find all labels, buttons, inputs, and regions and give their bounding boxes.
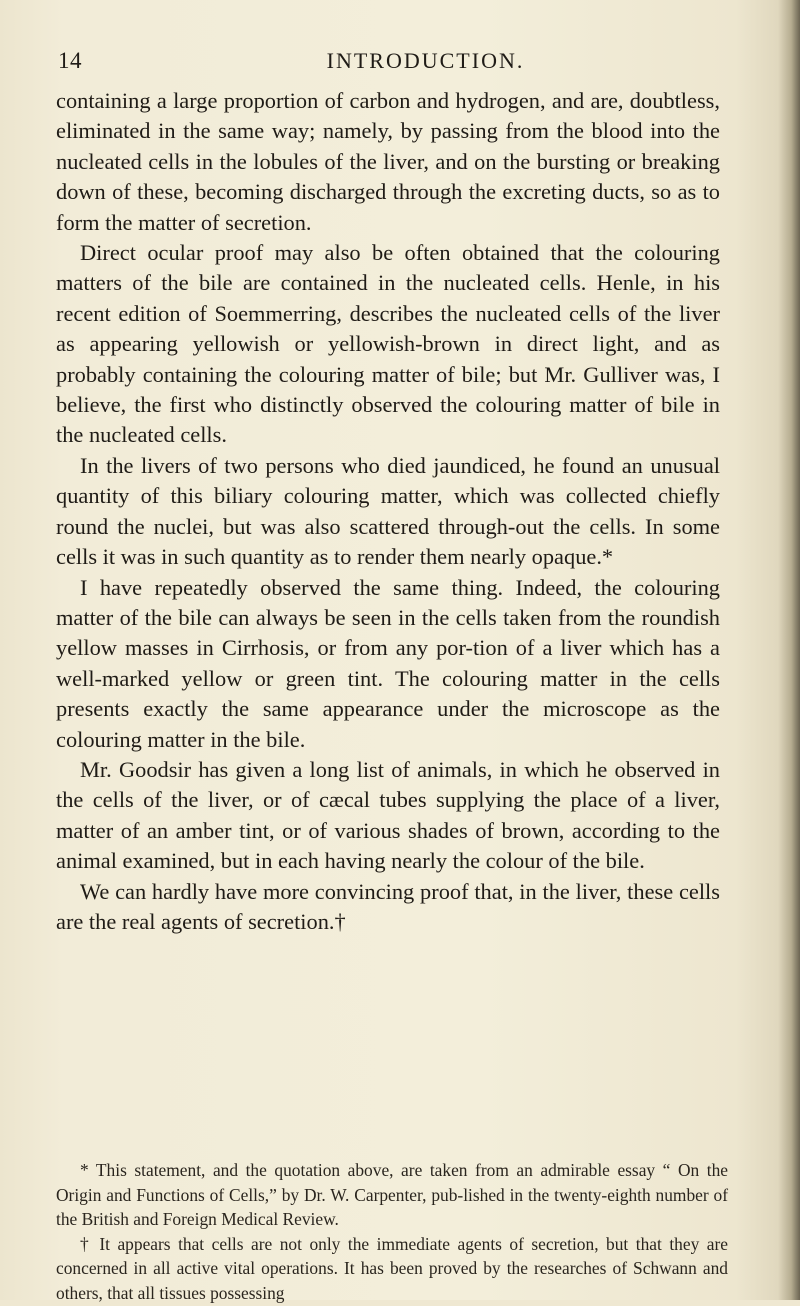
page-header: [58, 48, 753, 78]
paragraph-conclusion: We can hardly have more convincing proof that, in the liver, these cells are the real agents of secretion.†: [56, 878, 720, 934]
paragraph-continuation: containing a large proportion of carbon and hydrogen, and are, doubtless, eliminated in the same way; namely, by passing from the blood into the nucleated cells in the lobules of the liver, and on the bursting or breaking down of these, becoming discharged through the excreting ducts, so as to form the matter of secretion.: [56, 88, 720, 235]
paragraph-repeated-observation: I have repeatedly observed the same thing. Indeed, the colouring matter of the bile can always be seen in the cells taken from the roundish yellow masses in Cirrhosis, or from any por-tion of a liver which has a well-marked yellow or green tint. The colouring matter in the cells presents exactly the same appearance under the microscope as the colouring matter in the bile.: [56, 574, 720, 752]
page-edge-shadow: [778, 0, 800, 1300]
main-text: [56, 86, 720, 937]
running-head: INTRODUCTION.: [326, 48, 525, 73]
footnote-asterisk: * This statement, and the quotation above, are taken from an admirable essay “ On the Origin and Functions of Cells,” by Dr. W. Carpenter, pub-lished in the twenty-eighth number of the British and Foreign Medical Review.: [56, 1160, 728, 1230]
paragraph-ocular-proof: Direct ocular proof may also be often obtained that the colouring matters of the bile are contained in the nucleated cells. Henle, in his recent edition of Soemmerring, describes the nucleated cells of the liver as appearing yellowish or yellowish-brown in direct light, and as probably containing the colouring matter of bile; but Mr. Gulliver was, I believe, the first who distinctly observed the colouring matter of bile in the nucleated cells.: [56, 240, 720, 448]
paragraph-goodsir: Mr. Goodsir has given a long list of animals, in which he observed in the cells of the liver, or of cæcal tubes supplying the place of a liver, matter of an amber tint, or of various shades of brown, according to the animal examined, but in each having nearly the colour of the bile.: [56, 756, 720, 874]
page-number: 14: [58, 48, 82, 73]
footnote-dagger: † It appears that cells are not only the immediate agents of secretion, but that they are concerned in all active vital operations. It has been proved by the researches of Schwann and others, that all tissues possessing: [56, 1233, 728, 1303]
footnotes: [56, 1158, 728, 1306]
paragraph-jaundiced-livers: In the livers of two persons who died jaundiced, he found an unusual quantity of this biliary colouring matter, which was collected chiefly round the nuclei, but was also scattered through-out the cells. In some cells it was in such quantity as to render them nearly opaque.*: [56, 452, 720, 570]
